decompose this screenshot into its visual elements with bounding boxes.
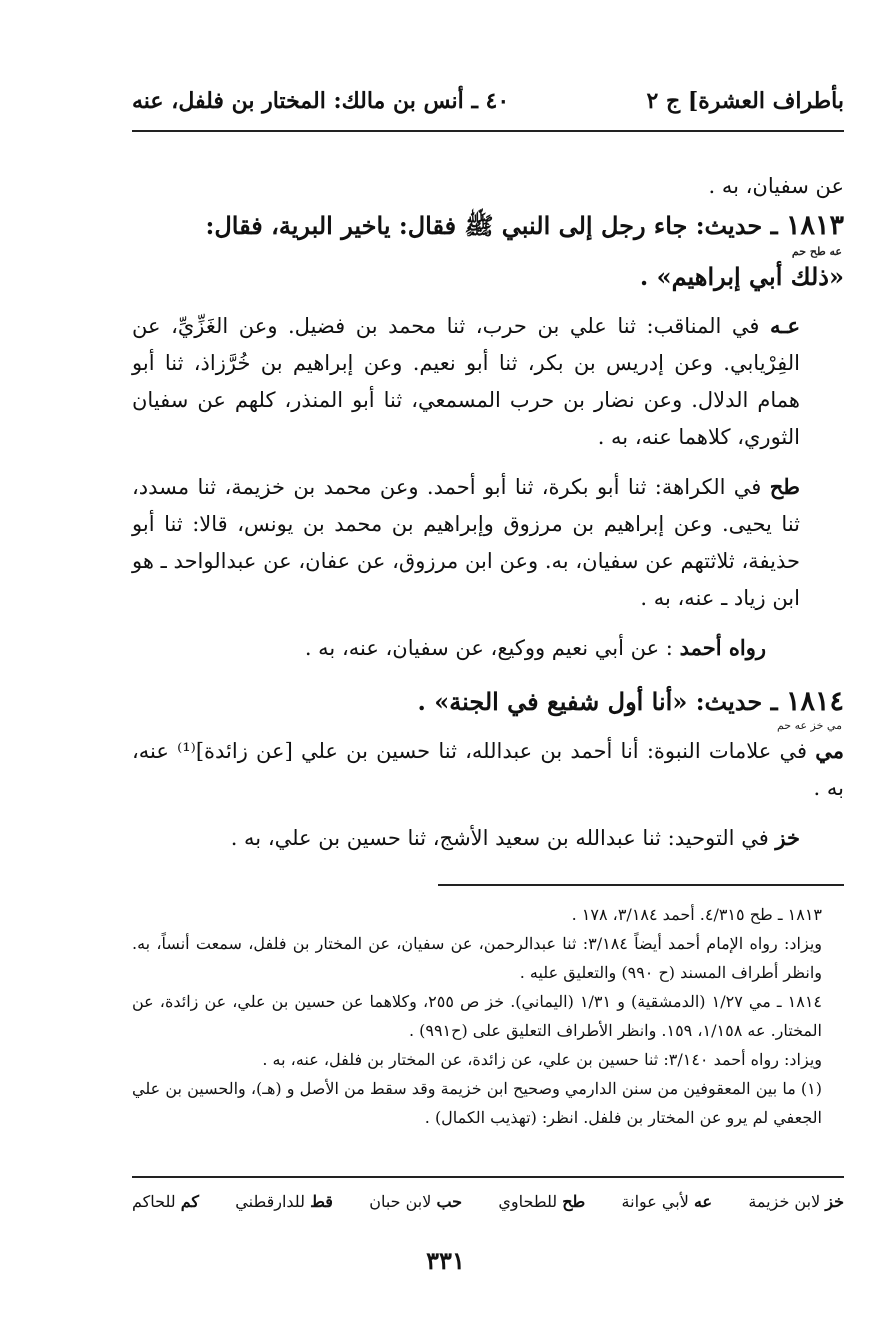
- hadith-title-end: «ذلك أبي إبراهيم» .: [639, 262, 844, 291]
- header-right: بأطراف العشرة] ج ٢: [646, 88, 844, 114]
- hadith-1813-heading-cont: [132, 246, 844, 295]
- paragraph-text: في علامات النبوة: أنا أحمد بن عبدالله، ثنا حسين بن علي [عن زائدة]⁽¹⁾ عنه، به .: [132, 739, 844, 800]
- footnote-1813-addition: ويزاد: رواه الإمام أحمد أيضاً ٣/١٨٤: ثنا عبدالرحمن، عن سفيان، عن المختار بن فلفل، سمعت أنساً، به. وانظر أطراف المسند (ح ٩٩٠) والتعليق عليه .: [132, 934, 822, 982]
- footnotes: [132, 900, 844, 1132]
- footnote-bracket-note: (١) ما بين المعقوفين من سنن الدارمي وصحيح ابن خزيمة وقد سقط من الأصل و (هـ)، والحسين بن علي الجعفي لم يرو عن المختار بن فلفل. انظر: (تهذيب الكمال) .: [132, 1079, 822, 1127]
- legend-item: خز لابن خزيمة: [748, 1192, 844, 1211]
- legend-item: كم للحاكم: [132, 1192, 199, 1211]
- hadith-1813-heading: [132, 207, 844, 244]
- paragraph-ibn-khuzayma: [132, 819, 844, 857]
- hadith-title: ـ حديث: «أنا أول شفيع في الجنة» .: [417, 687, 778, 716]
- paragraph-text: في المناقب: ثنا علي بن حرب، ثنا محمد بن فضيل. وعن الغَزِّيِّ، عن الفِرْيابي. وعن إدريس بن بكر، ثنا أبو نعيم. وعن إبراهيم بن خُرَّزاذ، ثنا أبو همام الدلال. وعن نضار بن حرب المسمعي، ثنا أبو المنذر، كلهم عن سفيان الثوري، كلاهما عنه، به .: [132, 314, 800, 449]
- source-code: طح: [769, 474, 801, 499]
- hadith-title: ـ حديث: جاء رجل إلى النبي ﷺ فقال: ياخير البرية، فقال:: [205, 211, 778, 240]
- source-code: خز: [775, 825, 800, 850]
- header-left: ٤٠ ـ أنس بن مالك: المختار بن فلفل، عنه: [132, 88, 510, 114]
- page-number: ٣٣١: [426, 1246, 465, 1275]
- source-code: عـه: [770, 313, 800, 338]
- legend-item: عه لأبي عوانة: [621, 1192, 713, 1211]
- source-sigla: عه طح حم: [791, 245, 842, 258]
- legend-item: قط للدارقطني: [235, 1192, 333, 1211]
- legend-rule: [132, 1176, 844, 1178]
- paragraph-text: في التوحيد: ثنا عبدالله بن سعيد الأشج، ثنا حسين بن علي، به .: [230, 826, 769, 850]
- hadith-1814-sigla: [132, 720, 844, 732]
- hadith-number: ١٨١٤: [785, 686, 844, 717]
- source-sigla: مي خز عه حم: [776, 719, 842, 732]
- paragraph-ahmad: [132, 629, 844, 667]
- footnote-rule: [438, 884, 844, 886]
- running-header: [132, 88, 844, 114]
- paragraph-text: في الكراهة: ثنا أبو بكرة، ثنا أبو أحمد. وعن محمد بن خزيمة، ثنا مسدد، ثنا يحيى. وعن إبراهيم بن مرزوق وإبراهيم بن محمد بن يونس، قالا: ثنا أبو حذيفة، ثلاثتهم عن سفيان، به. وعن ابن مرزوق، عن عفان، عن عبدالواحد ـ هو ابن زياد ـ عنه، به .: [132, 475, 800, 610]
- main-text: [132, 168, 844, 857]
- footnote-1813: ١٨١٣ ـ طح ٤/٣١٥. أحمد ٣/١٨٤، ١٧٨ .: [571, 905, 822, 924]
- paragraph-darimi: [132, 732, 844, 807]
- paragraph-tahawi: [132, 468, 844, 617]
- footnote-1814: ١٨١٤ ـ مي ١/٢٧ (الدمشقية) و ١/٣١ (اليماني). خز ص ٢٥٥، وكلاهما عن حسين بن علي، عن زائدة، عن المختار. عه ١/١٥٨، ١٥٩. وانظر الأطراف التعليق على (ح٩٩١) .: [132, 992, 822, 1040]
- source-legend: [132, 1192, 844, 1211]
- hadith-1814-heading: [132, 683, 844, 720]
- paragraph-abu-awana: [132, 307, 844, 456]
- continuation-line: عن سفيان، به .: [708, 174, 844, 198]
- hadith-number: ١٨١٣: [785, 210, 844, 241]
- footnote-1814-addition: ويزاد: رواه أحمد ٣/١٤٠: ثنا حسين بن علي، عن زائدة، عن المختار بن فلفل، عنه، به .: [262, 1050, 822, 1069]
- source-code: مي: [815, 738, 844, 763]
- paragraph-text: : عن أبي نعيم ووكيع، عن سفيان، عنه، به .: [304, 636, 673, 660]
- header-rule: [132, 130, 844, 132]
- legend-item: حب لابن حبان: [369, 1192, 463, 1211]
- legend-item: طح للطحاوي: [498, 1192, 586, 1211]
- source-code: رواه أحمد: [679, 635, 766, 660]
